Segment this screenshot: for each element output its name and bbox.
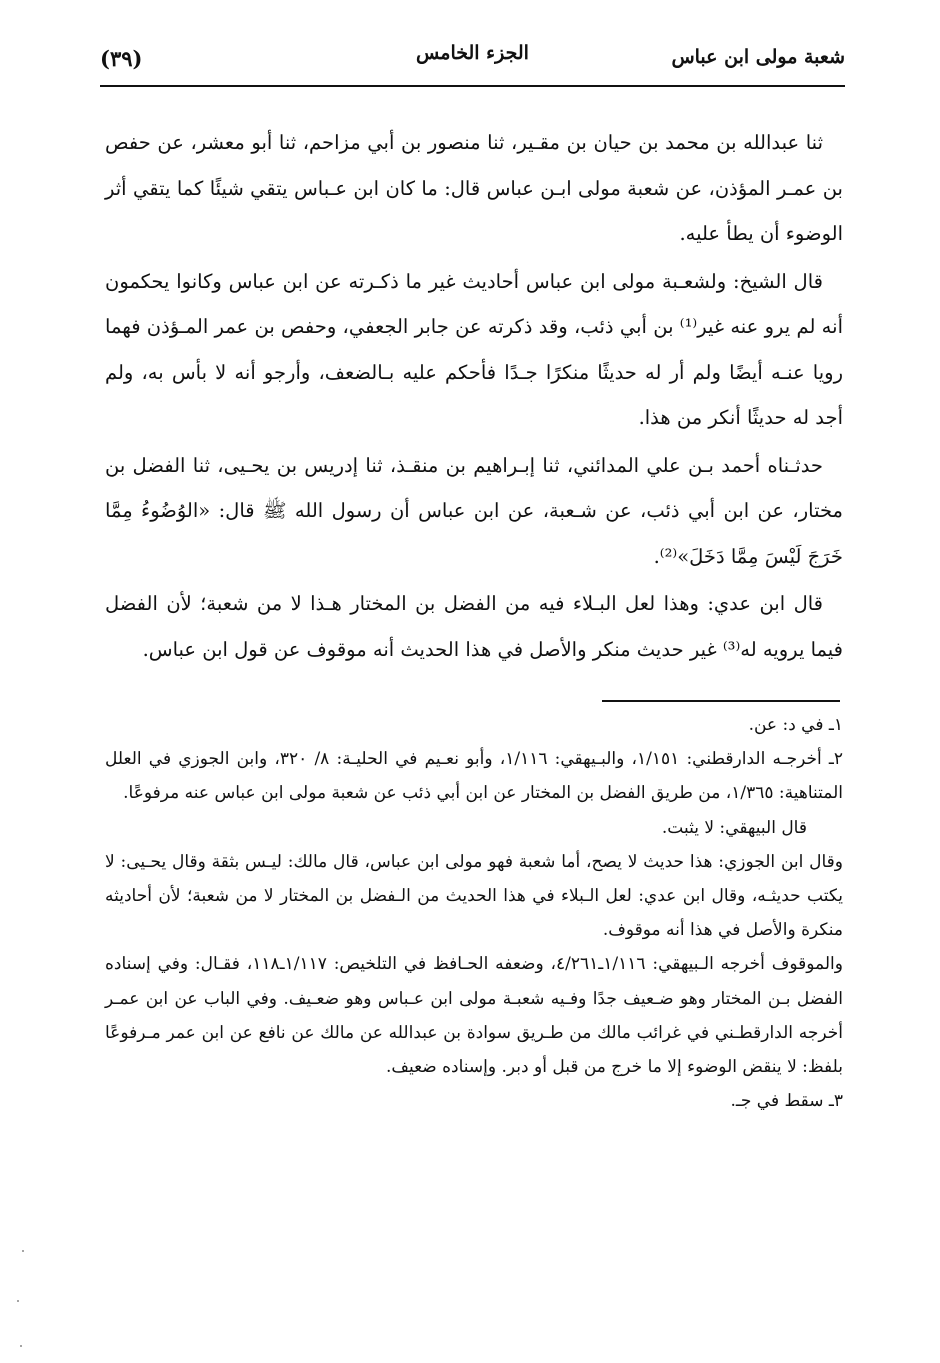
scan-speck bbox=[17, 1300, 19, 1302]
header-rule bbox=[100, 85, 845, 87]
footnote-3: ٣ـ سقط في جـ. bbox=[730, 1091, 843, 1112]
running-header bbox=[100, 40, 845, 82]
footnote-2: ٢ـ أخرجـه الدارقطني: ١/١٥١، والبـيهقي: ١/١١٦، وأبو نعـيم في الحليـة: ٨/ ٣٢٠، وابن الجوزي في العلل المتناهية: ١/٣٦٥، من طريق الفضل بن المختار عن ابن أبي ذئب عن شعبة مولى ابن عباس عنه مرفوعًا. bbox=[105, 749, 843, 804]
footnote-2-bayhaqi: قال البيهقي: لا يثبت. bbox=[661, 817, 807, 838]
paragraph-ibn-adi: قال ابن عدي: وهذا لعل البـلاء فيه من الفضل بن المختار هـذا لا من شعبة؛ لأن الفضل فيما يرويه له⁽³⁾ غير حديث منكر والأصل في هذا الحديث أنه موقوف عن قول ابن عباس. bbox=[105, 592, 843, 661]
scan-speck bbox=[20, 1345, 22, 1347]
paragraph-shaykh: قال الشيخ: ولشعـبة مولى ابن عباس أحاديث غير ما ذكـرته عن ابن عباس وكانوا يحكمون أنه لم يرو عنه غير⁽¹⁾ بن أبي ذئب، وقد ذكرته عن جابر الجعفي، وحفص بن عمر المـؤذن فهما رويا عنـه أيضًا ولم أر له حديثًا منكرًا جـدًا فأحكم عليه بـالضعف، وأرجو أنه لا بأس به، ولم أجد له حديثًا أنكر من هذا. bbox=[105, 269, 843, 429]
footnote-2-mawquf: والموقوف أخرجه الـبيهقي: ١/١١٦ـ٤/٢٦١، وضعفه الحـافظ في التلخيص: ١/١١٧ـ١١٨، فقـال: وفي إسناده الفضل بـن المختار وهو ضـعيف جدًا وفـيه شعبـة مولى ابن عـباس وهو ضعـيف. وفي الباب عن ابن عمـر أخرجه الدارقطـني في غرائب مالك من طـريق سوادة بن عبدالله عن مالك عن نافع عن ابن عمر مـرفوعًا بلفظ: لا ينقض الوضوء إلا ما خرج من قبل أو دبر. وإسناده ضعيف. bbox=[105, 954, 843, 1078]
footnotes bbox=[105, 708, 843, 1118]
paragraph-hadith: حدثـناه أحمد بـن علي المدائني، ثنا إبـراهيم بن منقـذ، ثنا إدريس بن يحـيى، ثنا الفضل بن مختار، عن ابن أبي ذئب، عن شـعبة، عن ابن عباس أن رسول الله ﷺ قال: «الوُضُوءُ مِمَّا خَرَجَ لَيْسَ مِمَّا دَخَلَ»⁽²⁾. bbox=[105, 453, 843, 568]
part-title: الجزء الخامس bbox=[416, 42, 529, 64]
page-number: (٣٩) bbox=[100, 46, 143, 71]
main-text bbox=[105, 120, 843, 672]
book-title: شعبة مولى ابن عباس bbox=[671, 46, 845, 68]
footnote-separator bbox=[602, 700, 840, 702]
footnote-1: ١ـ في د: عن. bbox=[748, 715, 843, 735]
scan-speck bbox=[22, 1250, 24, 1252]
paragraph-isnad: ثنا عبدالله بن محمد بن حيان بن مقـير، ثنا منصور بن أبي مزاحم، ثنا أبو معشر، عن حفص بن عمـر المؤذن، عن شعبة مولى ابـن عباس قال: ما كان ابن عـباس يتقي شيئًا كما يتقي أثر الوضوء أن يطأ عليه. bbox=[105, 131, 843, 245]
footnote-2-ibn-jawzi: وقال ابن الجوزي: هذا حديث لا يصح، أما شعبة فهو مولى ابن عباس، قال مالك: ليـس بثقة وقال يحـيى: لا يكتب حديثـه، وقال ابن عدي: لعل الـبلاء في هذا الحديث من الـفضل بن المختار لا من شعبة؛ لأن أحاديثه منكرة والأصل في هذا أنه موقوف. bbox=[105, 851, 843, 941]
